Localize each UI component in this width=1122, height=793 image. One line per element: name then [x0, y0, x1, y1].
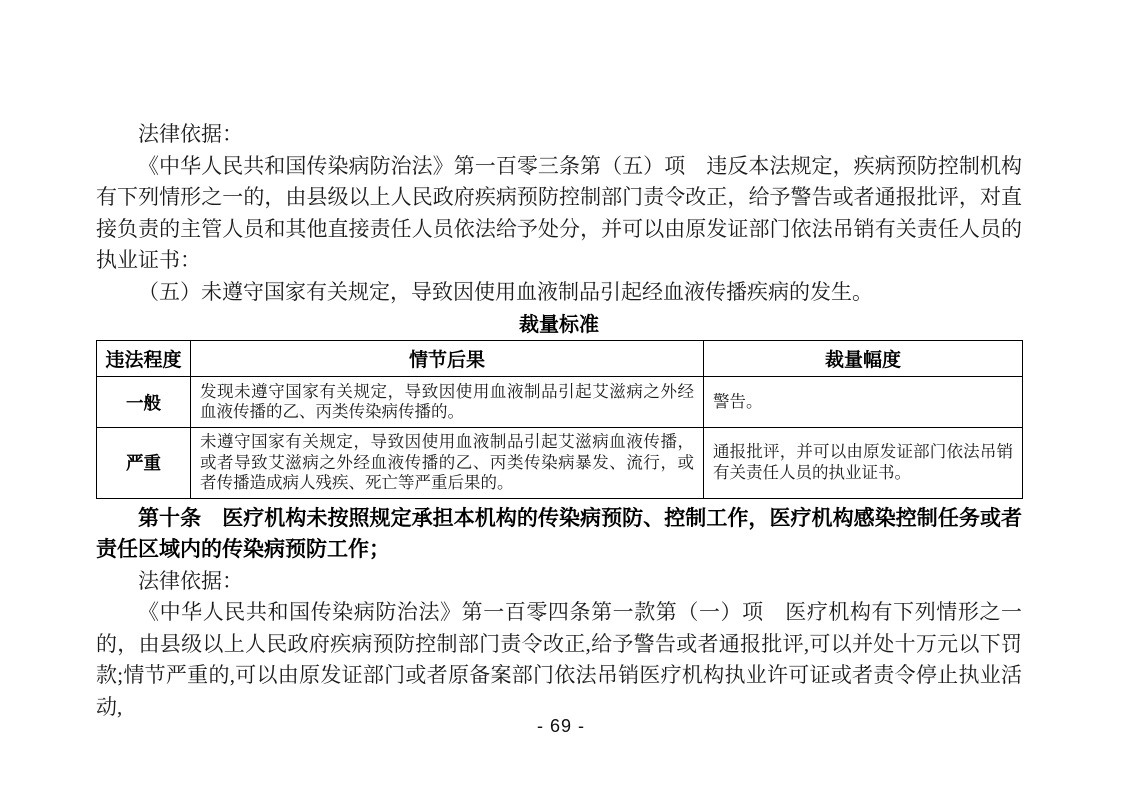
page-content [96, 119, 1022, 723]
circumstance-cell: 发现未遵守国家有关规定，导致因使用血液制品引起艾滋病之外经血液传播的乙、丙类传染病传播的。 [191, 377, 704, 428]
range-cell: 通报批评，并可以由原发证部门依法吊销有关责任人员的执业证书。 [704, 428, 1023, 499]
range-cell: 警告。 [704, 377, 1023, 428]
degree-cell: 一般 [97, 377, 191, 428]
legal-basis-label: 法律依据： [138, 122, 243, 146]
header-circumstance-consequence: 情节后果 [191, 341, 704, 377]
header-violation-degree: 违法程度 [97, 341, 191, 377]
article-ten-heading: 第十条 医疗机构未按照规定承担本机构的传染病预防、控制工作，医疗机构感染控制任务或者责任区域内的传染病预防工作； [96, 505, 1022, 561]
page-number: - 69 - [536, 716, 585, 736]
degree-cell: 严重 [97, 428, 191, 499]
item-five-paragraph: （五）未遵守国家有关规定，导致因使用血液制品引起经血液传播疾病的发生。 [138, 279, 873, 304]
circumstance-cell: 未遵守国家有关规定，导致因使用血液制品引起艾滋病血液传播，或者导致艾滋病之外经血液传播的乙、丙类传染病暴发、流行，或者传播造成病人残疾、死亡等严重后果的。 [191, 428, 704, 499]
table-title: 裁量标准 [519, 314, 599, 336]
table-header-row [97, 341, 1023, 377]
table-row-severe [97, 428, 1023, 499]
table-row-general [97, 377, 1023, 428]
legal-basis-label-2: 法律依据： [138, 568, 243, 593]
header-discretion-range: 裁量幅度 [704, 341, 1023, 377]
intro-law-paragraph: 《中华人民共和国传染病防治法》第一百零三条第（五）项 违反本法规定，疾病预防控制机构有下列情形之一的，由县级以上人民政府疾病预防控制部门责令改正，给予警告或者通报批评，对直接负责的主管人员和其他直接责任人员依法给予处分，并可以由原发证部门依法吊销有关责任人员的执业证书： [96, 153, 1022, 272]
discretion-standards-table [96, 340, 1023, 499]
article-ten-paragraph: 《中华人民共和国传染病防治法》第一百零四条第一款第（一）项 医疗机构有下列情形之一的，由县级以上人民政府疾病预防控制部门责令改正,给予警告或者通报批评,可以并处十万元以下罚款;情节严重的,可以由原发证部门或者原备案部门依法吊销医疗机构执业许可证或者责令停止执业活动, [96, 600, 1022, 719]
